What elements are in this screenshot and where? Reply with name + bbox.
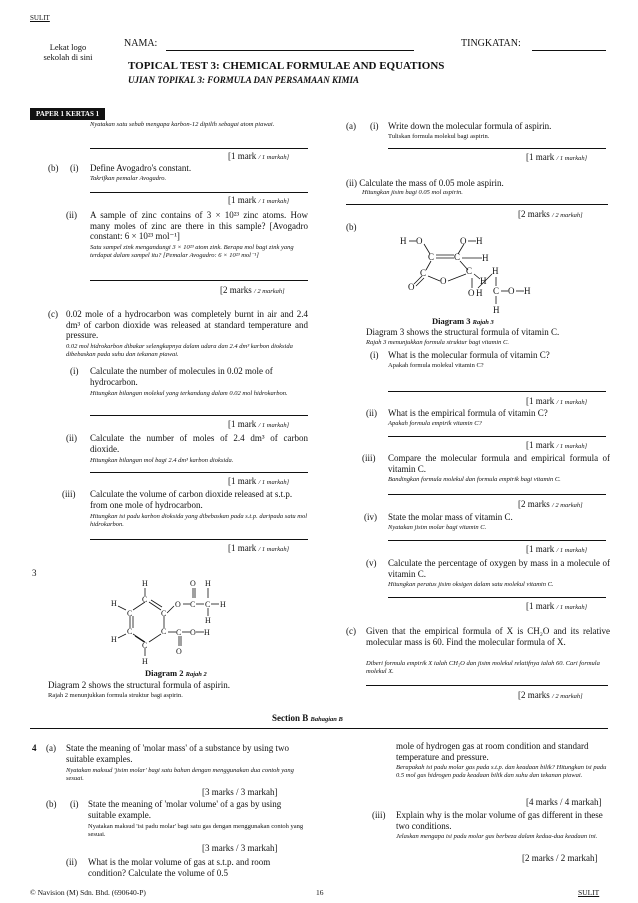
svg-text:H: H [492,266,499,276]
mark-label: [3 marks / 3 markah] [202,843,278,853]
q3bii-ms: Apakah formula empirik vitamin C? [388,420,482,427]
q3aii-en: (ii) Calculate the mass of 0.05 mole aspirin. [346,178,504,188]
svg-text:H: H [482,253,489,263]
svg-text:C: C [161,609,167,618]
q3aii-ms: Hitungkan jisim bagi 0.05 mol aspirin. [362,189,463,196]
mark-label: [1 mark / 1 markah] [228,151,290,161]
q4-number: 4 [32,743,37,753]
svg-text:C: C [142,641,148,650]
mark-label: [2 marks / 2 markah] [220,285,285,295]
svg-text:O: O [416,236,423,246]
svg-text:C: C [428,252,435,262]
q-bi-ms: Takrifkan pemalar Avogadro. [90,175,167,182]
svg-text:O: O [460,236,467,246]
tingkatan-label: TINGKATAN: [461,38,521,49]
q-cii-label: (ii) [66,433,77,443]
q4b-label: (b) [46,799,57,809]
svg-text:C: C [454,252,461,262]
q4biii-label: (iii) [372,810,386,820]
logo-placeholder: Lekat logo sekolah di sini [43,42,93,62]
diagram2-ms: Rajah 2 menunjukkan formula struktur bagi aspirin. [48,692,183,699]
svg-text:H: H [205,579,211,588]
q-bi-en: Define Avogadro's constant. [90,163,192,173]
q3biv-ms: Nyatakan jisim molar bagi vitamin C. [388,524,487,531]
q3c-en: Given that the empirical formula of X is CH₂O and its relative molecular mass is 60. Find the molecular formula of X. [366,626,610,647]
q4bi-ms: Nyatakan maksud 'isi padu molar' bagi satu gas dengan menggunakan contoh yang sesuai. [88,823,304,838]
q4bii-label: (ii) [66,857,77,867]
q3biii-en: Compare the molecular formula and empirical formula of vitamin C. [388,453,610,474]
diagram3-caption: Diagram 3 Rajah 3 [432,316,494,326]
mark-label: [1 mark / 1 markah] [228,476,290,486]
svg-text:O: O [408,282,415,292]
q3-number: 3 [32,568,37,578]
aspirin-structure-diagram [100,576,240,668]
q3biv-label: (iv) [364,512,377,522]
svg-text:H: H [476,236,483,246]
svg-text:O: O [190,628,196,637]
mark-label: [1 mark / 1 markah] [526,440,588,450]
q4a-ms: Nyatakan maksud 'jisim molar' bagi satu bahan dengan menggunakan dua contoh yang sesuai. [66,767,294,782]
q3bv-label: (v) [366,558,377,568]
mark-label: [2 marks / 2 markah] [518,499,583,509]
diagram2-en: Diagram 2 shows the structural formula of aspirin. [48,680,230,690]
svg-text:C: C [127,609,133,618]
answer-line[interactable] [366,685,608,686]
answer-line[interactable] [388,391,606,392]
svg-text:H: H [524,286,531,296]
mark-label: [1 mark / 1 markah] [228,419,290,429]
svg-text:O: O [440,276,447,286]
q3ai-en: Write down the molecular formula of aspirin. [388,121,552,131]
q3c-label: (c) [346,626,356,636]
q-c-en: 0.02 mole of a hydrocarbon was completely burnt in air and 2.4 dm³ of carbon dioxide was released at standard temperature and pressure. [66,309,308,340]
tingkatan-field[interactable] [532,50,606,51]
mark-label: [3 marks / 3 markah] [202,787,278,797]
q-cii-en: Calculate the number of moles of 2.4 dm³ of carbon dioxide. [90,433,308,454]
footer-copyright: © Navision (M) Sdn. Bhd. (690640-P) [30,888,146,897]
q4bii-cont-en: mole of hydrogen gas at room condition and standard temperature and pressure. [396,741,589,762]
q-b-label: (b) [48,163,59,173]
svg-text:H: H [204,628,210,637]
q-bii-ms: Satu sampel zink mengandungi 3 × 10²³ atom zink. Berapa mol bagi zink yang terdapat dalam sampel itu? [Pemalar Avogadro: 6 × 10²³ mol⁻¹] [90,244,294,259]
svg-text:C: C [493,286,500,296]
q-bii-en: A sample of zinc contains of 3 × 10²³ zinc atoms. How many moles of zinc are there in this sample? [Avogadro constant: 6 × 10²³ mol⁻¹] [90,210,308,241]
svg-text:H: H [480,276,487,286]
svg-text:O: O [190,579,196,588]
q3bi-en: What is the molecular formula of vitamin C? [388,350,550,360]
mark-label: [2 marks / 2 markah] [518,209,583,219]
svg-text:C: C [466,266,473,276]
answer-line[interactable] [90,148,308,149]
svg-text:H: H [111,635,117,644]
q4biii-en: Explain why is the molar volume of gas different in these two conditions. [396,810,603,831]
q3a-label: (a) [346,121,356,131]
q4bi-label: (i) [70,799,79,809]
q-bi-label: (i) [70,163,79,173]
section-b-heading: Section B Bahagian B [272,713,343,723]
answer-line[interactable] [388,494,606,495]
svg-text:H: H [476,288,483,298]
q-ci-ms: Hitungkan bilangan molekul yang terkandung dalam 0.02 mol hidrokarbon. [90,390,288,397]
page-subtitle: UJIAN TOPIKAL 3: FORMULA DAN PERSAMAAN KIMIA [128,75,360,85]
q-c-ms: 0.02 mol hidrokarbon dibakar selengkapnya dalam udara dan 2.4 dm³ karbon dioksida dibebaskan pada suhu dan tekanan piawai. [66,343,293,358]
answer-line[interactable] [90,415,308,416]
q3bv-ms: Hitungkan peratus jisim oksigen dalam satu molekul vitamin C. [388,581,554,588]
svg-text:C: C [176,628,182,637]
mark-label: [1 mark / 1 markah] [526,544,588,554]
vitamin-c-structure-diagram [396,228,556,318]
svg-text:C: C [420,268,427,278]
svg-text:O: O [508,286,515,296]
mark-label: [1 mark / 1 markah] [526,152,588,162]
answer-line[interactable] [90,280,308,281]
svg-text:H: H [220,600,226,609]
diagram2-caption: Diagram 2 Rajah 2 [145,668,207,678]
diagram3-ms: Rajah 3 menunjukkan formula struktur bagi vitamin C. [366,339,509,346]
svg-text:C: C [205,600,211,609]
page-title: TOPICAL TEST 3: CHEMICAL FORMULAE AND EQUATIONS [128,60,445,72]
q3ai-ms: Tuliskan formula molekul bagi aspirin. [388,133,490,140]
svg-text:O: O [468,288,475,298]
nama-field[interactable] [166,50,414,51]
q3bi-ms: Apakah formula molekul vitamin C? [388,362,484,369]
footer-sulit: SULIT [578,888,600,897]
answer-line[interactable] [90,539,308,540]
q2a-ms: Nyatakan satu sebab mengapa karbon-12 dipilih sebagai atom piawai. [90,121,275,128]
answer-line[interactable] [388,597,606,598]
q3c-ms: Diberi formula empirik X ialah CH₂O dan jisim molekul relatifnya ialah 60. Cari formula molekul X. [366,660,600,675]
answer-line[interactable] [388,540,606,541]
q3biii-ms: Bandingkan formula molekul dan formula empirik bagi vitamin C. [388,476,561,483]
q4bi-en: State the meaning of 'molar volume' of a gas by using suitable example. [88,799,282,820]
svg-text:O: O [175,600,181,609]
q3bii-label: (ii) [366,408,377,418]
answer-line[interactable] [90,472,308,473]
svg-text:C: C [161,627,167,636]
mark-label: [1 mark / 1 markah] [526,601,588,611]
diagram3-en: Diagram 3 shows the structural formula of vitamin C. [366,327,560,337]
q3bv-en: Calculate the percentage of oxygen by mass in a molecule of vitamin C. [388,558,610,579]
q3biii-label: (iii) [362,453,376,463]
svg-text:H: H [493,305,500,315]
q3b-label: (b) [346,222,357,232]
q3biv-en: State the molar mass of vitamin C. [388,512,513,522]
svg-text:H: H [142,657,148,666]
q-c-label: (c) [48,309,58,319]
q4bii-en: What is the molar volume of gas at s.t.p. and room condition? Calculate the volume of 0.5 [88,857,271,878]
page-number: 16 [316,888,324,897]
answer-line[interactable] [388,148,606,149]
svg-text:C: C [127,627,133,636]
answer-line[interactable] [388,436,606,437]
mark-label: [4 marks / 4 markah] [526,797,602,807]
divider [30,728,608,729]
q-bii-label: (ii) [66,210,77,220]
q-ci-en: Calculate the number of molecules in 0.02 mole of hydrocarbon. [90,366,273,387]
mark-label: [1 mark / 1 markah] [228,195,290,205]
svg-text:H: H [142,579,148,588]
mark-label: [2 marks / 2 markah] [522,853,598,863]
q4biii-ms: Jelaskan mengapa isi padu molar gas berbeza dalam kedua-dua keadaan ini. [396,833,598,840]
mark-label: [1 mark / 1 markah] [526,396,588,406]
paper-badge: PAPER 1 KERTAS 1 [30,108,105,120]
q-cii-ms: Hitungkan bilangan mol bagi 2.4 dm³ karbon dioksida. [90,457,234,464]
q-ci-label: (i) [70,366,79,376]
svg-text:H: H [205,616,211,625]
answer-line[interactable] [346,204,608,205]
mark-label: [1 mark / 1 markah] [228,543,290,553]
nama-label: NAMA: [124,38,158,49]
mark-label: [2 marks / 2 markah] [518,690,583,700]
q3ai-label: (i) [370,121,379,131]
svg-text:H: H [400,236,407,246]
answer-line[interactable] [90,192,308,193]
q-ciii-en: Calculate the volume of carbon dioxide released at s.t.p. from one mole of hydrocarbon. [90,489,293,510]
svg-text:H: H [111,599,117,608]
q3bi-label: (i) [370,350,379,360]
q-ciii-ms: Hitungkan isi padu karbon dioksida yang dibebaskan pada s.t.p. daripada satu mol hidrokarbon. [90,513,308,528]
svg-text:C: C [190,600,196,609]
q-ciii-label: (iii) [62,489,76,499]
svg-text:C: C [142,595,148,604]
q4a-label: (a) [46,743,56,753]
q3bii-en: What is the empirical formula of vitamin C? [388,408,548,418]
q4a-en: State the meaning of 'molar mass' of a substance by using two suitable examples. [66,743,289,764]
q4bii-cont-ms: Berapakah isi padu molar gas pada s.t.p. dan keadaan bilik? Hitungkan isi padu 0.5 mol gas hidrogen pada keadaan bilik dan suhu dan tekanan piawai. [396,764,607,779]
svg-text:O: O [176,647,182,656]
sulit-top: SULIT [30,14,50,22]
